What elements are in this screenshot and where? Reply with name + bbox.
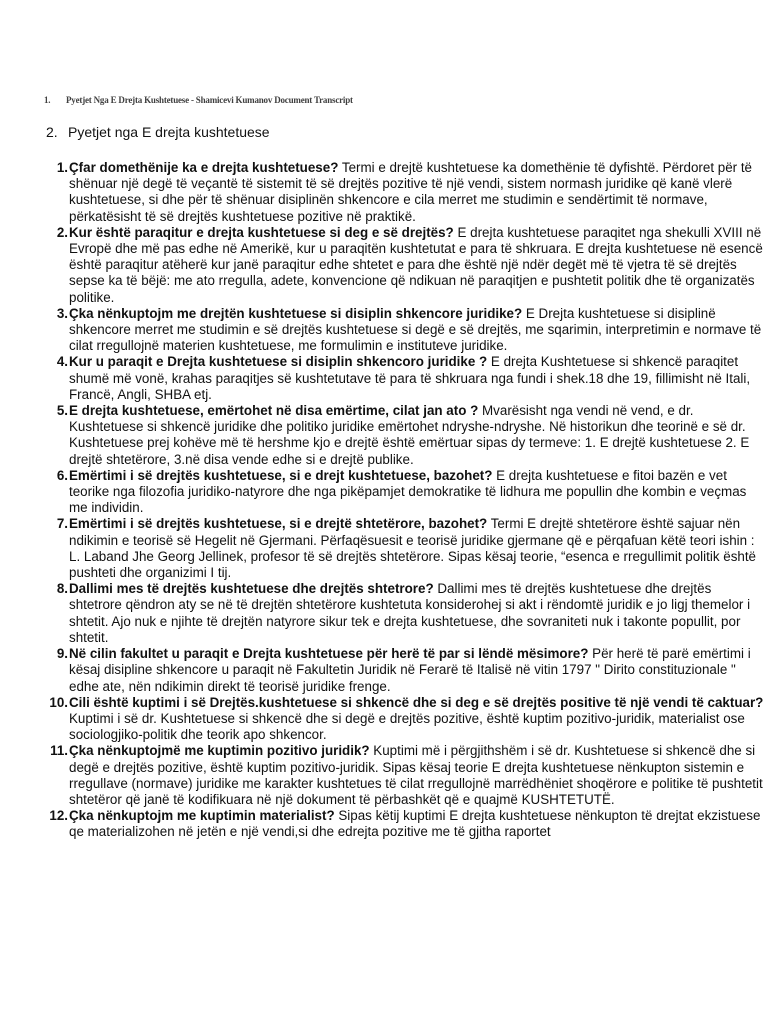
item-answer: Termi E drejtë shtetërore është sajuar nën ndikimin e teorisë së Hegelit në Gjermani. Përfaqësuesit e teorisë juridike gjermane që e përqafuan këtë teori ishin : L. Laband Jhe Georg Jellinek, profesor të së drejtës shtetërore. Sipas kësaj teorie, “esenca e rregullimit politik është pushteti dhe organizimi I tij. <box>69 516 757 581</box>
item-question: Në cilin fakultet u paraqit e Drejta kushtetuese për herë të par si lëndë mësimore? <box>69 646 589 662</box>
item-answer: Kuptimi më i përgjithshëm i së dr. Kushtetuese si shkencë dhe si degë e drejtës pozitive, është kuptim pozitivo-juridik. Sipas kësaj teorie E drejta kushtetuese nënkupton sistemin e rregullave (normave) juridike me karakter kushtetues të cilat rregullojnë marrëdhëniet shoqërore e politike të pushtetit shtetëror që janë të kodifikuara në një dokument të përbashkët që e quajmë KUSHTETUTË. <box>69 743 763 807</box>
item-answer: Termi e drejtë kushtetuese ka domethënie të dyfishtë. Përdoret për të shënuar një degë të veçantë të sistemit të së drejtës pozitive të një vendi, sistem normash juridike që kanë vlerë kushtetuese, si dhe për të shënuar disiplinën shkencore e cila merret me studimin e sendërtimit të normave, përkatësisht të së drejtës kushtetuese pozitive në praktikë. <box>69 160 752 224</box>
document-header <box>44 95 744 105</box>
item-number: 12. <box>49 808 68 824</box>
header-number: 1. <box>44 95 51 105</box>
item-question: Emërtimi i së drejtës kushtetuese, si e drejt kushtetuese, bazohet? <box>69 467 493 483</box>
list-item <box>44 695 766 744</box>
list-item <box>44 581 766 646</box>
item-number: 9. <box>56 646 68 662</box>
item-answer: E drejta kushtetuese paraqitet nga shekulli XVIII në Evropë dhe më pas edhe në Amerikë, kur u paraqitën kushtetutat e para të shkruara. E drejta kushtetuese në esencë është paraqitur atëherë kur janë paraqitur edhe shtetet e para dhe është një ndër degët më të vjetra të së drejtës sepse ka të bëjë: me ato rregulla, adete, konvencione që ndikuan në paraqitjen e pushtetit politik dhe të organizatës politike. <box>69 224 763 305</box>
item-answer: E drejta kushtetuese e fitoi bazën e vet teorike nga filozofia juridiko-natyrore dhe nga pikëpamjet demokratike të lidhura me popullin dhe kombin e veçmas me individin. <box>69 467 747 516</box>
item-answer: Sipas këtij kuptimi E drejta kushtetuese nënkupton të drejtat ekzistuese qe materializohen në jetën e një vendi,si dhe edrejta pozitive me të gjitha raportet <box>69 808 761 840</box>
list-item <box>44 743 766 808</box>
list-item <box>44 354 766 403</box>
list-item <box>44 306 766 355</box>
list-item <box>44 468 766 517</box>
item-answer: Kuptimi i së dr. Kushtetuese si shkencë dhe si degë e drejtës pozitive, është kuptim pozitivo-juridik, materialist ose sociologjiko-politik dhe teorik apo shkencor. <box>69 710 745 743</box>
list-item <box>44 808 766 840</box>
item-number: 5. <box>56 403 68 419</box>
item-question: Çka nënkuptojmë me kuptimin pozitivo juridik? <box>69 743 370 759</box>
list-item <box>44 160 766 225</box>
item-number: 1. <box>56 160 68 175</box>
item-question: Dallimi mes të drejtës kushtetuese dhe drejtës shtetrore? <box>69 581 434 597</box>
subtitle-text: Pyetjet nga E drejta kushtetuese <box>68 124 270 140</box>
item-question: Çfar domethënije ka e drejta kushtetuese? <box>69 160 339 175</box>
item-number: 7. <box>56 516 68 532</box>
item-answer: Për herë të parë emërtimi i kësaj disipline shkencore u paraqit në Fakultetin Juridik në Ferarë të Italisë në vitin 1797 " Dirito constituzionale " edhe ate, nën ndikimin direkt të teorisë juridike frenge. <box>69 646 751 694</box>
item-answer: E Drejta kushtetuese si disiplinë shkencore merret me studimin e së drejtës kushtetuese si degë e së drejtës, me sqarimin, interpretimin e normave të cilat rregullojnë materien kushtetuese, me formulimin e instituteve juridike. <box>69 305 762 354</box>
item-question: Kur është paraqitur e drejta kushtetuese si deg e së drejtës? <box>69 224 454 240</box>
list-item <box>44 225 766 306</box>
item-question: Emërtimi i së drejtës kushtetuese, si e drejtë shtetërore, bazohet? <box>69 516 488 532</box>
document-subtitle <box>46 124 270 140</box>
list-item <box>44 403 766 468</box>
item-question: Çka nënkuptojm me kuptimin materialist? <box>69 808 335 824</box>
item-question: Cili është kuptimi i së Drejtës.kushtetuese si shkencë dhe si deg e së drejtës positive të një vendi të caktuar? <box>69 694 764 710</box>
item-number: 3. <box>56 305 68 321</box>
header-title: Pyetjet Nga E Drejta Kushtetuese - Shamicevi Kumanov Document Transcript <box>66 95 353 105</box>
item-answer: E drejta Kushtetuese si shkencë paraqitet shumë më vonë, krahas paraqitjes së kushtetutave të para të shkruara nga fundi i shek.18 dhe 19, fillimisht në Itali, Francë, Angli, SHBA etj. <box>69 354 751 402</box>
list-item <box>44 516 766 581</box>
item-answer: Dallimi mes të drejtës kushtetuese dhe drejtës shtetrore qëndron aty se në të drejtën shtetërore kushtetuta konsiderohej si akt i rëndomtë juridik e jo ligj themelor i shtetit. Ajo nuk e njihte të drejtën natyrore sikur tek e drejta kushtetuese, dhe sovraniteti nuk i takonte popullit, por shtetit. <box>69 581 751 645</box>
item-number: 6. <box>56 467 68 483</box>
list-item <box>44 646 766 695</box>
item-question: Çka nënkuptojm me drejtën kushtetuese si disiplin shkencore juridike? <box>69 305 523 321</box>
item-number: 4. <box>56 354 68 370</box>
item-question: Kur u paraqit e Drejta kushtetuese si disiplin shkencoro juridike ? <box>69 354 488 370</box>
item-number: 11. <box>50 743 68 759</box>
item-answer: Mvarësisht nga vendi në vend, e dr. Kushtetuese si shkencë juridike dhe politiko juridike emërtohet ndryshe-ndryshe. Në historikun dhe teorinë e së dr. Kushtetuese prej kohëve më të hershme kjo e drejtë është emërtuar sipas dy termeve: 1. E drejtë kushtetuese 2. E drejtë shtetërore, 3.në disa vende edhe si e drejtë publike. <box>69 403 750 467</box>
item-number: 10. <box>49 694 68 710</box>
item-question: E drejta kushtetuese, emërtohet në disa emërtime, cilat jan ato ? <box>69 403 479 419</box>
item-number: 8. <box>56 581 68 597</box>
qa-list <box>44 160 766 841</box>
item-number: 2. <box>56 224 68 240</box>
subtitle-number: 2. <box>46 124 58 140</box>
